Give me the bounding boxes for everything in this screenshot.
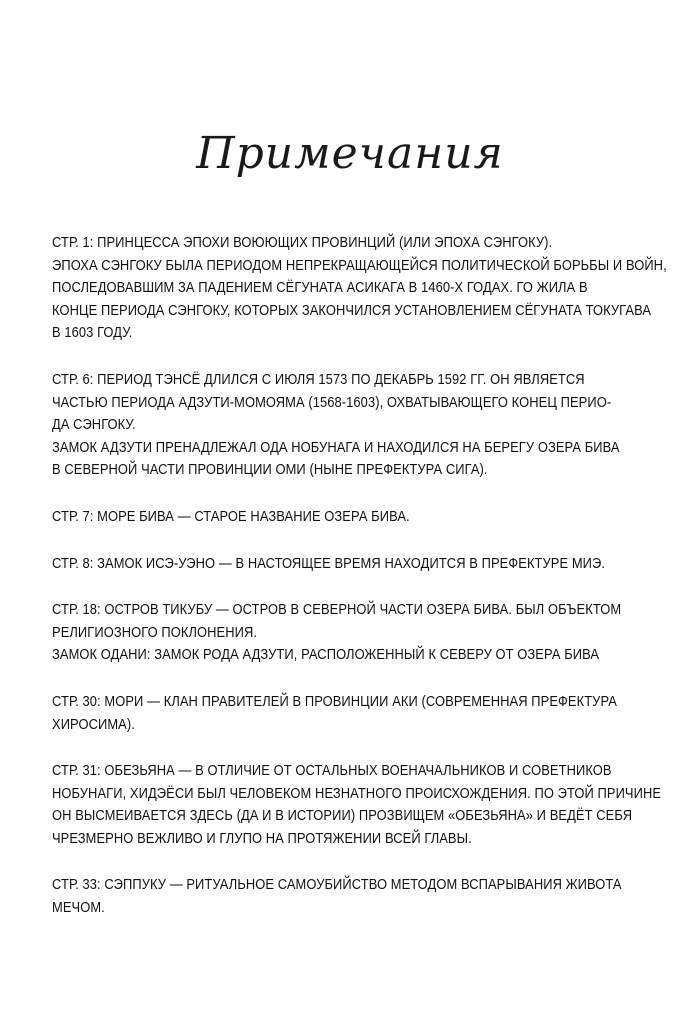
note-line: В СЕВЕРНОЙ ЧАСТИ ПРОВИНЦИИ ОМИ (НЫНЕ ПРЕФЕКТУРА СИГА). <box>52 461 488 479</box>
note-line: СТР. 6: ПЕРИОД ТЭНСЁ ДЛИЛСЯ С ИЮЛЯ 1573 ПО ДЕКАБРЬ 1592 ГГ. ОН ЯВЛЯЕТСЯ <box>52 370 585 388</box>
note-line: СТР. 1: ПРИНЦЕССА ЭПОХИ ВОЮЮЩИХ ПРОВИНЦИЙ (ИЛИ ЭПОХА СЭНГОКУ). <box>52 234 553 251</box>
note-line: КОНЦЕ ПЕРИОДА СЭНГОКУ, КОТОРЫХ ЗАКОНЧИЛСЯ УСТАНОВЛЕНИЕМ СЁГУНАТА ТОКУГАВА <box>52 301 652 319</box>
note-line: МЕЧОМ. <box>52 899 105 917</box>
note-line: ЗАМОК АДЗУТИ ПРЕНАДЛЕЖАЛ ОДА НОБУНАГА И НАХОДИЛСЯ НА БЕРЕГУ ОЗЕРА БИВА <box>52 438 620 456</box>
note-line: СТР. 33: СЭППУКУ — РИТУАЛЬНОЕ САМОУБИЙСТВО МЕТОДОМ ВСПАРЫВАНИЯ ЖИВОТА <box>52 876 622 894</box>
note-line: ЧРЕЗМЕРНО ВЕЖЛИВО И ГЛУПО НА ПРОТЯЖЕНИИ ВСЕЙ ГЛАВЫ. <box>52 829 472 847</box>
note-block <box>52 369 664 482</box>
note-block <box>52 232 667 345</box>
note-line: ДА СЭНГОКУ. <box>52 416 136 434</box>
note-line: СТР. 18: ОСТРОВ ТИКУБУ — ОСТРОВ В СЕВЕРНОЙ ЧАСТИ ОЗЕРА БИВА. БЫЛ ОБЪЕКТОМ <box>52 601 622 619</box>
note-line: НОБУНАГИ, ХИДЭЁСИ БЫЛ ЧЕЛОВЕКОМ НЕЗНАТНОГО ПРОИСХОЖДЕНИЯ. ПО ЭТОЙ ПРИЧИНЕ <box>52 784 662 802</box>
note-line: ПОСЛЕДОВАВШИМ ЗА ПАДЕНИЕМ СЁГУНАТА АСИКАГА В 1460-Х ГОДАХ. ГО ЖИЛА В <box>52 279 588 297</box>
note-block <box>52 691 664 736</box>
note-line: СТР. 7: МОРЕ БИВА — СТАРОЕ НАЗВАНИЕ ОЗЕРА БИВА. <box>52 507 410 525</box>
notes-list <box>52 232 667 944</box>
note-block <box>52 599 664 667</box>
note-line: РЕЛИГИОЗНОГО ПОКЛОНЕНИЯ. <box>52 623 258 641</box>
note-line: В 1603 ГОДУ. <box>52 324 133 342</box>
note-line: СТР. 30: МОРИ — КЛАН ПРАВИТЕЛЕЙ В ПРОВИНЦИИ АКИ (СОВРЕМЕННАЯ ПРЕФЕКТУРА <box>52 692 617 710</box>
page-title: Примечания <box>196 128 504 179</box>
note-line: СТР. 31: ОБЕЗЬЯНА — В ОТЛИЧИЕ ОТ ОСТАЛЬНЫХ ВОЕНАЧАЛЬНИКОВ И СОВЕТНИКОВ <box>52 762 612 780</box>
note-line: СТР. 8: ЗАМОК ИСЭ-УЭНО — В НАСТОЯЩЕЕ ВРЕМЯ НАХОДИТСЯ В ПРЕФЕКТУРЕ МИЭ. <box>52 554 606 572</box>
note-line: ОН ВЫСМЕИВАЕТСЯ ЗДЕСЬ (ДА И В ИСТОРИИ) ПРОЗВИЩЕМ «ОБЕЗЬЯНА» И ВЕДЁТ СЕБЯ <box>52 807 633 825</box>
note-line: ХИРОСИМА). <box>52 715 135 733</box>
note-line: ЧАСТЬЮ ПЕРИОДА АДЗУТИ-МОМОЯМА (1568-1603), ОХВАТЫВАЮЩЕГО КОНЕЦ ПЕРИО- <box>52 393 612 411</box>
note-line: ЗАМОК ОДАНИ: ЗАМОК РОДА АДЗУТИ, РАСПОЛОЖЕННЫЙ К СЕВЕРУ ОТ ОЗЕРА БИВА <box>52 646 600 664</box>
note-block <box>52 874 664 919</box>
note-line: ЭПОХА СЭНГОКУ БЫЛА ПЕРИОДОМ НЕПРЕКРАЩАЮЩЕЙСЯ ПОЛИТИЧЕСКОЙ БОРЬБЫ И ВОЙН, <box>52 256 667 274</box>
note-block <box>52 553 664 576</box>
note-block <box>52 760 664 850</box>
note-block <box>52 506 664 529</box>
